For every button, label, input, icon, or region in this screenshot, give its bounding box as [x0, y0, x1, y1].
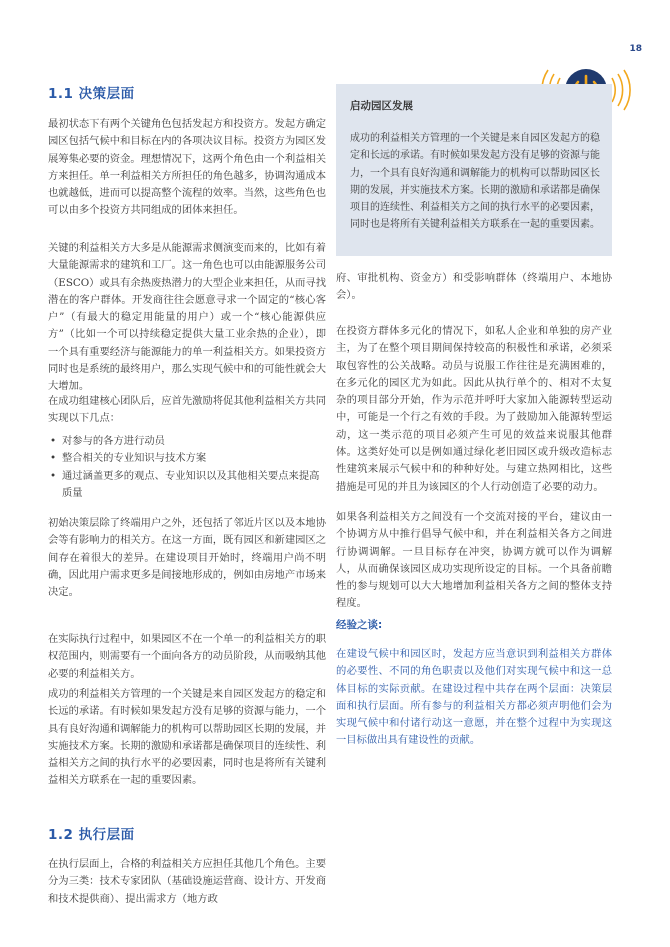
experience-title: 经验之谈: — [336, 619, 383, 631]
section-1-bullet-list — [48, 433, 326, 502]
right-paragraph-1: 府、审批机构、资金方）和受影响群体（终端用户、本地协会）。 — [336, 272, 612, 302]
section-1-paragraph-3: 在成功组建核心团队后，应首先激励将促其他利益相关方共同实现以下几点： — [48, 395, 327, 425]
section-1-heading: 1.1 决策层面 — [48, 86, 135, 102]
section-1-paragraph-4: 初始决策层除了终端用户之外，还包括了邻近片区以及本地协会等有影响力的相关方。在这一方面，既有园区和新建园区之间存在着很大的差异。在建设项目开始时，终端用户尚不明确，因此用户需求更多是间接地形成的，例如由房地产市场来决定。 — [48, 517, 327, 599]
right-paragraph-2: 在投资方群体多元化的情况下，如私人企业和单独的房产业主，为了在整个项目期间保持较高的积极性和承诺，必须采取包容性的公关战略。动员与说服工作往往是充满困难的，在多元化的园区尤为如此。因此从执行单个的、相对不太复杂的项目部分开始，作为示范并呼吁大家加入能源转型运动中，可能是一个行之有效的手段。为了鼓励加入能源转型运动，这一类示范的项目必须产生可见的效益来说服其他群体。这类好处可以是例如通过绿化老旧园区或升级改造标志性建筑来展示气候中和的种种好处。与建立热网相比，这些措施是可见的并且为该园区的个人行动创造了必要的动力。 — [336, 325, 612, 493]
sidebar-text: 成功的利益相关方管理的一个关键是来自园区发起方的稳定和长远的承诺。有时候如果发起方没有足够的资源与能力，一个具有良好沟通和调解能力的机构可以帮助园区长期的发展，并实施技术方案。长期的激励和承诺都是确保项目的连续性、利益相关方之间的执行水平的必要因素，同时也是将所有关键利益相关方联系在一起的重要因素。 — [350, 133, 600, 231]
section-1-paragraph-1: 最初状态下有两个关键角色包括发起方和投资方。发起方确定园区包括气候中和目标在内的各项决议目标。投资方为园区发展筹集必要的资金。理想情况下，这两个角色由一个利益相关方来担任。单一利益相关方所担任的角色越多，协调沟通成本也就越低，进而可以提高整个流程的效率。当然，这些角色也可以由多个投资方共同组成的团体来担任。 — [48, 118, 327, 217]
section-2-paragraph-1: 在执行层面上，合格的利益相关方应担任其他几个角色。主要分为三类：技术专家团队（基础设施运营商、设计方、开发商和技术提供商）、提出需求方（地方政 — [48, 858, 327, 905]
list-item: • 整合相关的专业知识与技术方案 — [48, 450, 326, 467]
section-1-paragraph-2: 关键的利益相关方大多是从能源需求侧演变而来的，比如有着大量能源需求的建筑和工厂。这一角色也可以由能源服务公司（ESCO）或具有余热废热潜力的大型企业来担任，从而寻找潜在的客户群体。开发商往往会愿意寻求一个固定的“核心客户”（有最大的稳定用能量的用户）或一个“核心能源供应方”（比如一个可以持续稳定提供大量工业余热的企业），即一个具有重要经济与能源能力的单一利益相关方。如果投资方同时也是系统的最终用户，那么实现气候中和的可能性就会大大增加。 — [48, 242, 327, 393]
page-number: 18 — [629, 44, 642, 54]
section-1-paragraph-5: 在实际执行过程中，如果园区不在一个单一的利益相关方的职权范围内，则需要有一个面向各方的动员阶段，从而吸纳其他必要的利益相关方。 — [48, 633, 327, 680]
experience-text: 在建设气候中和园区时，发起方应当意识到利益相关方群体的必要性、不同的角色职责以及他们对实现气候中和这一总体目标的实际贡献。在建设过程中共存在两个层面：决策层面和执行层面。所有参与的利益相关方都必须声明他们会为实现气候中和付诸行动这一意愿，并在整个过程中为实现这一目标做出具有建设性的贡献。 — [336, 648, 612, 747]
list-item: • 通过涵盖更多的观点、专业知识以及其他相关要点来提高质量 — [48, 468, 326, 503]
right-paragraph-3: 如果各利益相关方之间没有一个交流对接的平台，建议由一个协调方从中推行倡导气候中和，并在利益相关各方之间进行协调调解。一旦目标存在冲突，协调方就可以作为调解人，从而确保该园区成功实现所设定的目标。一个具备前瞻性的参与规划可以大大地增加利益相关各方之间的整体支持程度。 — [336, 511, 612, 610]
sidebar-box — [336, 84, 612, 256]
sidebar-title: 启动园区发展 — [350, 100, 413, 112]
section-2-heading: 1.2 执行层面 — [48, 827, 135, 843]
list-item: • 对参与的各方进行动员 — [48, 433, 326, 450]
section-1-paragraph-6: 成功的利益相关方管理的一个关键是来自园区发起方的稳定和长远的承诺。有时候如果发起方没有足够的资源与能力，一个具有良好沟通和调解能力的机构可以帮助园区长期的发展，并实施技术方案。长期的激励和承诺都是确保项目的连续性、利益相关方之间的执行水平的必要因素，同时也是将所有关键利益相关方联系在一起的重要因素。 — [48, 688, 327, 787]
